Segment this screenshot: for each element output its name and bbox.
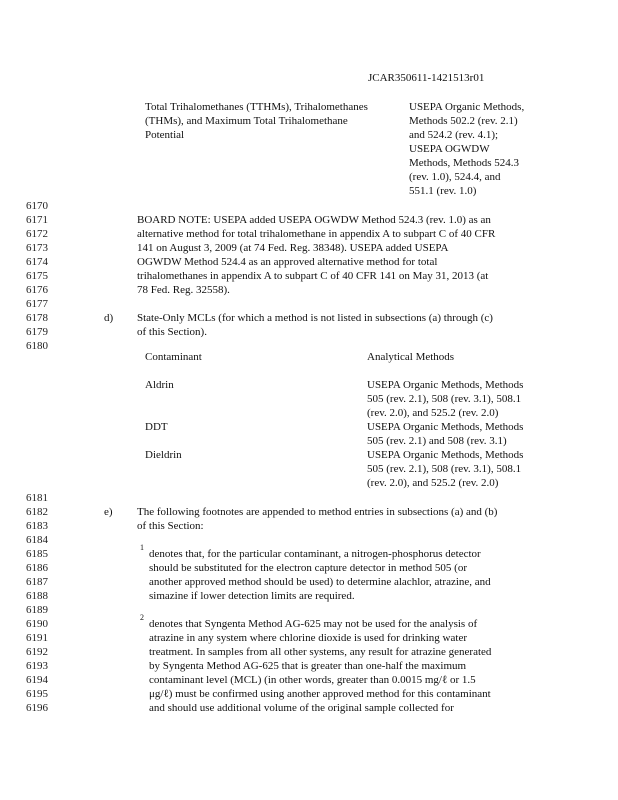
table-cell-method: USEPA Organic Methods, Methods bbox=[367, 379, 524, 391]
section-d-text: of this Section). bbox=[137, 326, 207, 338]
table-cell-contaminant: Aldrin bbox=[145, 379, 174, 391]
line-number: 6191 bbox=[26, 632, 48, 644]
line-number: 6190 bbox=[26, 618, 48, 630]
line-number: 6194 bbox=[26, 674, 48, 686]
method-line: and 524.2 (rev. 4.1); bbox=[409, 129, 499, 141]
method-line: USEPA Organic Methods, bbox=[409, 101, 525, 113]
table-header-contaminant: Contaminant bbox=[145, 351, 202, 363]
line-number: 6188 bbox=[26, 590, 48, 602]
method-line: USEPA OGWDW bbox=[409, 143, 490, 155]
contaminant-line: Potential bbox=[145, 129, 185, 141]
method-line: Methods 502.2 (rev. 2.1) bbox=[409, 115, 518, 127]
section-d-text: State-Only MCLs (for which a method is not listed in subsections (a) through (c) bbox=[137, 312, 493, 324]
line-number: 6178 bbox=[26, 312, 48, 324]
board-note-line: BOARD NOTE: USEPA added USEPA OGWDW Method 524.3 (rev. 1.0) as an bbox=[137, 214, 491, 226]
board-note-line: trihalomethanes in appendix A to subpart C of 40 CFR 141 on May 31, 2013 (at bbox=[137, 270, 489, 282]
method-line: Methods, Methods 524.3 bbox=[409, 157, 519, 169]
line-number: 6193 bbox=[26, 660, 48, 672]
footnote-1-line: should be substituted for the electron capture detector in method 505 (or bbox=[149, 562, 467, 574]
footnote-marker: 1 bbox=[140, 543, 144, 552]
section-e-text: of this Section: bbox=[137, 520, 204, 532]
document-id: JCAR350611-1421513r01 bbox=[368, 72, 485, 84]
line-number: 6192 bbox=[26, 646, 48, 658]
table-cell-method: USEPA Organic Methods, Methods bbox=[367, 449, 524, 461]
line-number: 6185 bbox=[26, 548, 48, 560]
footnote-2-line: by Syngenta Method AG-625 that is greater than one-half the maximum bbox=[149, 660, 467, 672]
line-number: 6173 bbox=[26, 242, 48, 254]
line-number: 6182 bbox=[26, 506, 48, 518]
line-number: 6189 bbox=[26, 604, 48, 616]
footnote-2-line: atrazine in any system where chlorine dioxide is used for drinking water bbox=[149, 632, 467, 644]
footnote-2-line: contaminant level (MCL) (in other words, greater than 0.0015 mg/ℓ or 1.5 bbox=[149, 674, 476, 686]
board-note-line: 78 Fed. Reg. 32558). bbox=[137, 284, 230, 296]
board-note-line: 141 on August 3, 2009 (at 74 Fed. Reg. 38348). USEPA added USEPA bbox=[137, 242, 449, 254]
table-cell-method: USEPA Organic Methods, Methods bbox=[367, 421, 524, 433]
table-cell-method: 505 (rev. 2.1) and 508 (rev. 3.1) bbox=[367, 435, 507, 447]
contaminant-line: Total Trihalomethanes (TTHMs), Trihalomethanes bbox=[145, 101, 368, 113]
footnote-2-line: denotes that Syngenta Method AG-625 may not be used for the analysis of bbox=[149, 618, 478, 630]
line-number: 6184 bbox=[26, 534, 48, 546]
line-number: 6171 bbox=[26, 214, 48, 226]
section-label-d: d) bbox=[104, 312, 114, 324]
footnote-2-line: treatment. In samples from all other systems, any result for atrazine generated bbox=[149, 646, 492, 658]
table-cell-method: (rev. 2.0), and 525.2 (rev. 2.0) bbox=[367, 477, 499, 489]
section-label-e: e) bbox=[104, 506, 113, 518]
method-line: (rev. 1.0), 524.4, and bbox=[409, 171, 501, 183]
line-number: 6183 bbox=[26, 520, 48, 532]
board-note-line: alternative method for total trihalomethane in appendix A to subpart C of 40 CFR bbox=[137, 228, 496, 240]
table-cell-contaminant: Dieldrin bbox=[145, 449, 182, 461]
footnote-2-line: and should use additional volume of the original sample collected for bbox=[149, 702, 454, 714]
line-number: 6195 bbox=[26, 688, 48, 700]
line-number: 6170 bbox=[26, 200, 48, 212]
board-note-line: OGWDW Method 524.4 as an approved alternative method for total bbox=[137, 256, 438, 268]
footnote-1-line: another approved method should be used) to determine alachlor, atrazine, and bbox=[149, 576, 491, 588]
table-cell-method: 505 (rev. 2.1), 508 (rev. 3.1), 508.1 bbox=[367, 393, 522, 405]
section-e-text: The following footnotes are appended to method entries in subsections (a) and (b) bbox=[137, 506, 498, 518]
line-number: 6187 bbox=[26, 576, 48, 588]
line-number: 6186 bbox=[26, 562, 48, 574]
line-number: 6177 bbox=[26, 298, 48, 310]
table-header-methods: Analytical Methods bbox=[367, 351, 455, 363]
line-number: 6180 bbox=[26, 340, 48, 352]
table-cell-method: (rev. 2.0), and 525.2 (rev. 2.0) bbox=[367, 407, 499, 419]
footnote-1-line: simazine if lower detection limits are required. bbox=[149, 590, 355, 602]
line-number: 6181 bbox=[26, 492, 48, 504]
line-number: 6174 bbox=[26, 256, 48, 268]
footnote-marker: 2 bbox=[140, 613, 144, 622]
footnote-2-line: μg/ℓ) must be confirmed using another approved method for this contaminant bbox=[149, 688, 491, 700]
line-number: 6179 bbox=[26, 326, 48, 338]
line-number: 6196 bbox=[26, 702, 48, 714]
line-number: 6172 bbox=[26, 228, 48, 240]
table-cell-method: 505 (rev. 2.1), 508 (rev. 3.1), 508.1 bbox=[367, 463, 522, 475]
line-number: 6175 bbox=[26, 270, 48, 282]
footnote-1-line: denotes that, for the particular contaminant, a nitrogen-phosphorus detector bbox=[149, 548, 481, 560]
contaminant-line: (THMs), and Maximum Total Trihalomethane bbox=[145, 115, 348, 127]
method-line: 551.1 (rev. 1.0) bbox=[409, 185, 477, 197]
table-cell-contaminant: DDT bbox=[145, 421, 168, 433]
line-number: 6176 bbox=[26, 284, 48, 296]
